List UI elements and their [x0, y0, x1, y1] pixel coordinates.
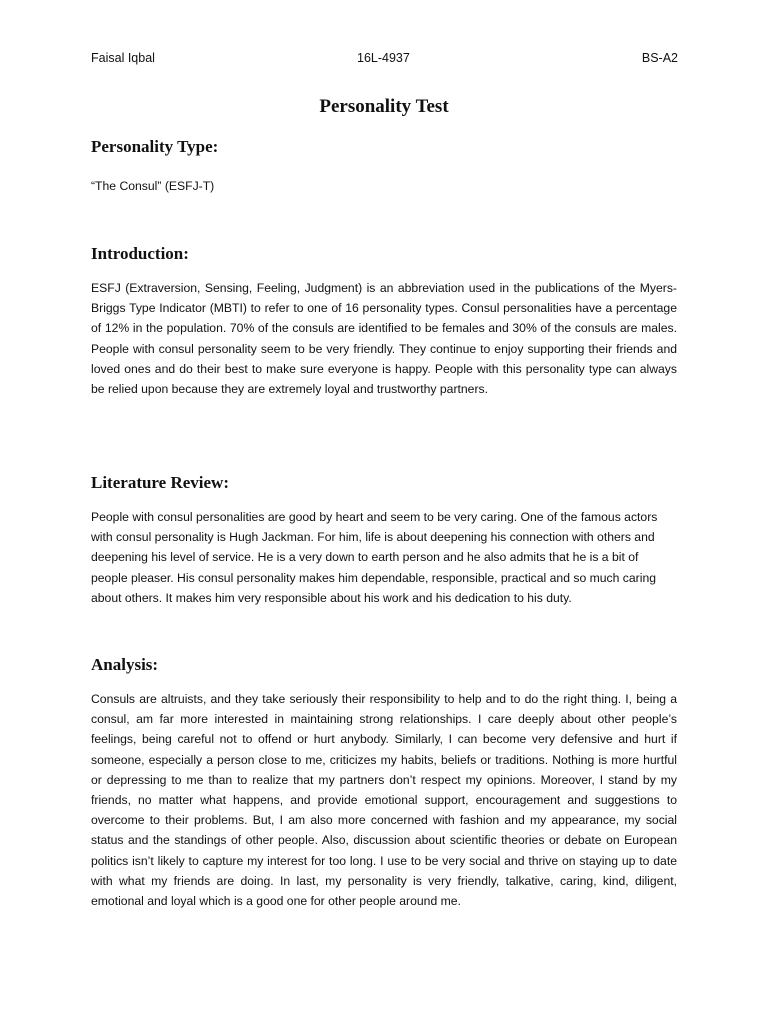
page-header	[91, 49, 678, 67]
introduction-text: ESFJ (Extraversion, Sensing, Feeling, Judgment) is an abbreviation used in the publications of the Myers-Briggs Type Indicator (MBTI) to refer to one of 16 personality types. Consul personalities have a percentage of 12% in the population. 70% of the consuls are identified to be females and 30% of the consuls are males. People with consul personality seem to be very friendly. They continue to enjoy supporting their friends and loved ones and do their best to make sure everyone is happy. People with this personality type can always be relied upon because they are extremely loyal and trustworthy partners.	[91, 281, 677, 397]
roll-number: 16L-4937	[357, 51, 410, 65]
class-section: BS-A2	[641, 51, 678, 65]
literature-review-text: People with consul personalities are good by heart and seem to be very caring. One of the famous actors with consul personality is Hugh Jackman. For him, life is about deepening his connection with others and deepening his level of service. He is a very down to earth person and he also admits that he is a bit of people pleaser. His consul personality makes him dependable, responsible, practical and so much caring about others. It makes him very responsible about his work and his dedication to his duty.	[91, 510, 658, 605]
analysis-heading: Analysis:	[91, 655, 159, 674]
literature-review-heading: Literature Review:	[91, 473, 229, 492]
personality-type-text: “The Consul” (ESFJ-T)	[91, 179, 215, 193]
author-name: Faisal Iqbal	[91, 51, 155, 65]
personality-type-heading: Personality Type:	[91, 137, 219, 156]
document-title: Personality Test	[319, 96, 449, 117]
analysis-text: Consuls are altruists, and they take seriously their responsibility to help and to do the right thing. I, being a consul, am far more interested in maintaining strong relationships. I care deeply about other people’s feelings, being careful not to offend or hurt anybody. Similarly, I can become very defensive and hurt if someone, especially a person close to me, criticizes my habits, beliefs or traditions. Nothing is more hurtful or depressing to me than to realize that my partners don’t respect my opinions. Moreover, I stand by my friends, no matter what happens, and provide emotional support, encouragement and suggestions to overcome to their problems. But, I am also more concerned with fashion and my appearance, my social status and the standings of other people. Also, discussion about scientific theories or debate on European politics isn’t likely to capture my interest for too long. I use to be very social and thrive on staying up to date with what my friends are doing. In last, my personality is very friendly, talkative, caring, kind, diligent, emotional and loyal which is a good one for other people around me.	[91, 692, 677, 909]
introduction-heading: Introduction:	[91, 244, 189, 263]
